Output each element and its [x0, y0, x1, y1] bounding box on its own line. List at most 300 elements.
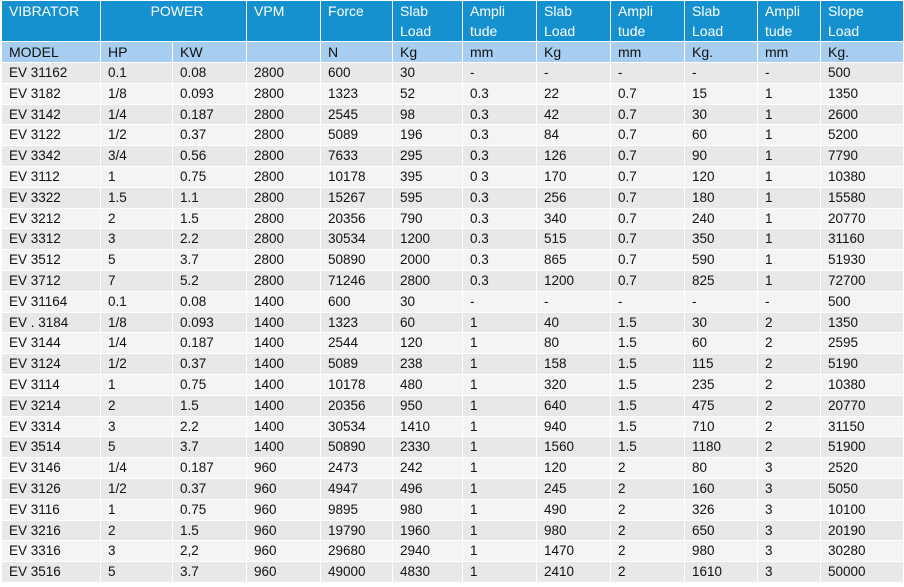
table-cell: 1: [758, 166, 821, 187]
table-cell: 0.7: [611, 104, 685, 125]
header-slab-load-3: Slab Load: [685, 1, 758, 42]
model-cell: EV 3124: [2, 354, 101, 375]
table-cell: 60: [393, 312, 463, 333]
table-cell: 0.7: [611, 83, 685, 104]
table-cell: 295: [393, 146, 463, 167]
table-cell: 960: [247, 562, 321, 583]
table-cell: 1400: [247, 374, 321, 395]
table-cell: 1.5: [611, 437, 685, 458]
table-cell: 2: [758, 416, 821, 437]
table-cell: 50890: [321, 437, 393, 458]
table-cell: 2: [758, 374, 821, 395]
table-cell: 29680: [321, 541, 393, 562]
table-cell: 51900: [821, 437, 904, 458]
table-cell: 160: [685, 478, 758, 499]
table-cell: 1: [463, 478, 537, 499]
table-cell: 2520: [821, 458, 904, 479]
table-row: [2, 354, 904, 375]
table-cell: 60: [685, 125, 758, 146]
table-cell: 650: [685, 520, 758, 541]
table-cell: 475: [685, 395, 758, 416]
table-cell: 0.7: [611, 125, 685, 146]
header-amplitude-2: Ampli tude: [611, 1, 685, 42]
table-cell: 50890: [321, 250, 393, 271]
table-cell: 1: [758, 146, 821, 167]
table-cell: 395: [393, 166, 463, 187]
table-cell: 126: [537, 146, 611, 167]
table-cell: 1.5: [611, 395, 685, 416]
table-cell: 5190: [821, 354, 904, 375]
table-cell: 42: [537, 104, 611, 125]
model-cell: EV 31164: [2, 291, 101, 312]
table-cell: 2940: [393, 541, 463, 562]
table-cell: 20356: [321, 208, 393, 229]
table-cell: 196: [393, 125, 463, 146]
table-cell: 1.5: [611, 333, 685, 354]
table-cell: 0.75: [173, 499, 247, 520]
table-cell: 2: [101, 395, 173, 416]
table-row: [2, 333, 904, 354]
model-cell: EV 3142: [2, 104, 101, 125]
model-cell: EV 3122: [2, 125, 101, 146]
table-cell: 2595: [821, 333, 904, 354]
table-cell: 242: [393, 458, 463, 479]
unit-cell: Kg.: [685, 42, 758, 63]
unit-cell: mm: [463, 42, 537, 63]
table-cell: 0.3: [463, 270, 537, 291]
table-row: [2, 520, 904, 541]
table-cell: 0.3: [463, 83, 537, 104]
table-cell: 1470: [537, 541, 611, 562]
table-cell: 15267: [321, 187, 393, 208]
table-cell: 240: [685, 208, 758, 229]
table-cell: 1180: [685, 437, 758, 458]
table-cell: 10100: [821, 499, 904, 520]
table-cell: 0.093: [173, 312, 247, 333]
table-cell: 960: [247, 458, 321, 479]
table-cell: 30: [393, 291, 463, 312]
table-cell: 30534: [321, 229, 393, 250]
table-row: [2, 63, 904, 84]
table-cell: 0.3: [463, 104, 537, 125]
table-cell: 1/2: [101, 478, 173, 499]
table-cell: 980: [685, 541, 758, 562]
table-cell: 19790: [321, 520, 393, 541]
table-cell: 2: [758, 395, 821, 416]
table-cell: 2: [611, 478, 685, 499]
table-cell: 2544: [321, 333, 393, 354]
table-cell: 1: [758, 83, 821, 104]
table-row: [2, 270, 904, 291]
table-cell: 2800: [247, 125, 321, 146]
table-row: [2, 187, 904, 208]
table-cell: 1: [758, 229, 821, 250]
model-cell: EV 3712: [2, 270, 101, 291]
table-cell: 1: [758, 187, 821, 208]
table-cell: 5200: [821, 125, 904, 146]
table-cell: 350: [685, 229, 758, 250]
table-cell: 2800: [393, 270, 463, 291]
table-cell: 5.2: [173, 270, 247, 291]
table-cell: 640: [537, 395, 611, 416]
table-cell: 0.7: [611, 166, 685, 187]
table-cell: 5: [101, 250, 173, 271]
table-cell: 30: [685, 104, 758, 125]
table-cell: 5050: [821, 478, 904, 499]
table-row: [2, 166, 904, 187]
table-cell: 15: [685, 83, 758, 104]
table-cell: 20356: [321, 395, 393, 416]
table-cell: 1.5: [173, 395, 247, 416]
table-cell: 4830: [393, 562, 463, 583]
unit-cell: N: [321, 42, 393, 63]
table-cell: 1/8: [101, 83, 173, 104]
header-slope-load: Slope Load: [821, 1, 904, 42]
table-cell: 960: [247, 499, 321, 520]
table-cell: 1350: [821, 83, 904, 104]
table-cell: 0.75: [173, 374, 247, 395]
table-cell: 710: [685, 416, 758, 437]
table-cell: 1: [463, 499, 537, 520]
table-row: [2, 229, 904, 250]
header-slab-load-1: Slab Load: [393, 1, 463, 42]
table-cell: 80: [537, 333, 611, 354]
table-cell: -: [537, 291, 611, 312]
table-cell: 1: [463, 458, 537, 479]
table-cell: 120: [537, 458, 611, 479]
table-cell: 30534: [321, 416, 393, 437]
table-cell: 52: [393, 83, 463, 104]
table-cell: 1.5: [611, 312, 685, 333]
table-cell: 595: [393, 187, 463, 208]
table-row: [2, 312, 904, 333]
model-cell: EV 3512: [2, 250, 101, 271]
table-cell: 2: [758, 333, 821, 354]
table-cell: 1: [758, 125, 821, 146]
table-cell: 31160: [821, 229, 904, 250]
table-row: [2, 458, 904, 479]
table-cell: 1400: [247, 416, 321, 437]
table-cell: 2600: [821, 104, 904, 125]
table-cell: 60: [685, 333, 758, 354]
table-row: [2, 125, 904, 146]
table-cell: 1: [758, 208, 821, 229]
table-cell: 40: [537, 312, 611, 333]
table-cell: 600: [321, 63, 393, 84]
table-cell: 2.2: [173, 229, 247, 250]
table-cell: 1: [758, 250, 821, 271]
table-cell: 0.3: [463, 208, 537, 229]
model-cell: EV 3312: [2, 229, 101, 250]
table-cell: 496: [393, 478, 463, 499]
table-cell: 1: [101, 166, 173, 187]
table-cell: -: [758, 63, 821, 84]
table-cell: 1/2: [101, 354, 173, 375]
table-cell: 1200: [393, 229, 463, 250]
table-cell: 1: [463, 312, 537, 333]
table-cell: 1: [101, 374, 173, 395]
table-cell: 3: [758, 541, 821, 562]
model-cell: EV 3112: [2, 166, 101, 187]
table-row: [2, 83, 904, 104]
table-cell: -: [758, 291, 821, 312]
table-cell: 0.75: [173, 166, 247, 187]
table-cell: 2473: [321, 458, 393, 479]
table-cell: 3/4: [101, 146, 173, 167]
table-cell: 0.3: [463, 250, 537, 271]
table-row: [2, 437, 904, 458]
table-cell: 1: [463, 562, 537, 583]
table-cell: 1.1: [173, 187, 247, 208]
table-cell: 170: [537, 166, 611, 187]
table-cell: 0.7: [611, 229, 685, 250]
table-cell: 3: [101, 541, 173, 562]
unit-cell: MODEL: [2, 42, 101, 63]
table-cell: 2800: [247, 187, 321, 208]
table-cell: 1: [463, 395, 537, 416]
table-cell: 1.5: [101, 187, 173, 208]
table-cell: 31150: [821, 416, 904, 437]
table-row: [2, 291, 904, 312]
table-cell: 600: [321, 291, 393, 312]
header-vpm: VPM: [247, 1, 321, 42]
table-cell: 22: [537, 83, 611, 104]
header-amplitude-3: Ampli tude: [758, 1, 821, 42]
table-cell: 2000: [393, 250, 463, 271]
table-cell: 0.093: [173, 83, 247, 104]
table-cell: 1410: [393, 416, 463, 437]
model-cell: EV 3516: [2, 562, 101, 583]
table-cell: 500: [821, 63, 904, 84]
table-cell: 0.3: [463, 187, 537, 208]
model-cell: EV 3514: [2, 437, 101, 458]
table-cell: 2.2: [173, 416, 247, 437]
table-cell: 950: [393, 395, 463, 416]
table-cell: 49000: [321, 562, 393, 583]
table-row: [2, 146, 904, 167]
table-cell: 490: [537, 499, 611, 520]
table-cell: 1400: [247, 291, 321, 312]
model-cell: EV 3144: [2, 333, 101, 354]
table-cell: 2800: [247, 83, 321, 104]
unit-cell: Kg: [393, 42, 463, 63]
table-cell: 1: [463, 333, 537, 354]
table-cell: 1: [758, 104, 821, 125]
table-cell: 790: [393, 208, 463, 229]
table-cell: 320: [537, 374, 611, 395]
table-cell: 20770: [821, 208, 904, 229]
header-vibrator: VIBRATOR: [2, 1, 101, 42]
table-cell: 3: [758, 458, 821, 479]
table-row: [2, 562, 904, 583]
table-cell: 72700: [821, 270, 904, 291]
table-cell: 84: [537, 125, 611, 146]
table-cell: 1323: [321, 83, 393, 104]
table-cell: 2: [101, 208, 173, 229]
table-cell: -: [611, 63, 685, 84]
table-cell: 90: [685, 146, 758, 167]
table-cell: 2: [611, 499, 685, 520]
table-cell: 2545: [321, 104, 393, 125]
table-cell: 940: [537, 416, 611, 437]
model-cell: EV 3216: [2, 520, 101, 541]
table-row: [2, 395, 904, 416]
table-cell: 115: [685, 354, 758, 375]
table-cell: 2: [758, 437, 821, 458]
table-cell: 0.56: [173, 146, 247, 167]
table-cell: -: [463, 291, 537, 312]
table-cell: 960: [247, 478, 321, 499]
model-cell: EV 3126: [2, 478, 101, 499]
table-cell: 7: [101, 270, 173, 291]
table-cell: 1: [101, 499, 173, 520]
table-cell: 1350: [821, 312, 904, 333]
table-cell: 80: [685, 458, 758, 479]
table-cell: 15580: [821, 187, 904, 208]
unit-cell: mm: [758, 42, 821, 63]
table-cell: 7790: [821, 146, 904, 167]
table-cell: 0.1: [101, 291, 173, 312]
table-cell: 1: [463, 520, 537, 541]
table-cell: 5: [101, 437, 173, 458]
table-cell: 10380: [821, 374, 904, 395]
model-cell: EV 3182: [2, 83, 101, 104]
table-cell: -: [463, 63, 537, 84]
model-cell: EV 3342: [2, 146, 101, 167]
table-cell: 120: [393, 333, 463, 354]
table-cell: 1.5: [173, 520, 247, 541]
table-cell: 1400: [247, 395, 321, 416]
table-cell: 515: [537, 229, 611, 250]
table-cell: 2: [611, 520, 685, 541]
table-cell: 5089: [321, 125, 393, 146]
table-cell: 3: [101, 416, 173, 437]
table-cell: 1323: [321, 312, 393, 333]
table-cell: 235: [685, 374, 758, 395]
table-cell: 3: [758, 562, 821, 583]
table-cell: 2800: [247, 104, 321, 125]
table-cell: 1400: [247, 333, 321, 354]
model-cell: EV 3214: [2, 395, 101, 416]
table-cell: 500: [821, 291, 904, 312]
table-cell: 2: [101, 520, 173, 541]
unit-cell: HP: [101, 42, 173, 63]
table-cell: 50000: [821, 562, 904, 583]
table-cell: 2: [758, 312, 821, 333]
model-cell: EV 3322: [2, 187, 101, 208]
table-cell: 20190: [821, 520, 904, 541]
table-cell: 2800: [247, 166, 321, 187]
table-cell: 0.187: [173, 104, 247, 125]
model-cell: EV . 3184: [2, 312, 101, 333]
table-cell: 20770: [821, 395, 904, 416]
table-body: [2, 63, 904, 583]
table-cell: 0.08: [173, 291, 247, 312]
table-cell: 1610: [685, 562, 758, 583]
table-cell: 30: [393, 63, 463, 84]
table-cell: 9895: [321, 499, 393, 520]
table-cell: 7633: [321, 146, 393, 167]
unit-cell: Kg.: [821, 42, 904, 63]
table-cell: 2800: [247, 146, 321, 167]
table-cell: 256: [537, 187, 611, 208]
table-cell: 180: [685, 187, 758, 208]
table-cell: 1: [463, 541, 537, 562]
table-cell: 1.5: [611, 416, 685, 437]
table-row: [2, 416, 904, 437]
table-cell: 0.7: [611, 250, 685, 271]
table-row: [2, 208, 904, 229]
table-cell: 2800: [247, 229, 321, 250]
model-cell: EV 3212: [2, 208, 101, 229]
table-cell: 0.3: [463, 146, 537, 167]
table-cell: 825: [685, 270, 758, 291]
table-cell: 1.5: [173, 208, 247, 229]
unit-cell: [247, 42, 321, 63]
table-cell: 1400: [247, 437, 321, 458]
table-cell: 0.37: [173, 354, 247, 375]
table-cell: 326: [685, 499, 758, 520]
table-cell: 2: [758, 354, 821, 375]
table-cell: 1: [463, 416, 537, 437]
table-cell: 0.187: [173, 333, 247, 354]
table-cell: -: [685, 291, 758, 312]
table-cell: 0.1: [101, 63, 173, 84]
table-cell: 480: [393, 374, 463, 395]
table-cell: 590: [685, 250, 758, 271]
table-cell: 2800: [247, 63, 321, 84]
table-cell: 3: [758, 499, 821, 520]
table-cell: 2: [611, 562, 685, 583]
table-cell: 1400: [247, 312, 321, 333]
table-row: [2, 250, 904, 271]
table-cell: 0.3: [463, 125, 537, 146]
table-cell: 980: [393, 499, 463, 520]
table-cell: 10380: [821, 166, 904, 187]
header-amplitude-1: Ampli tude: [463, 1, 537, 42]
table-row: [2, 478, 904, 499]
table-cell: 4947: [321, 478, 393, 499]
table-cell: 1/2: [101, 125, 173, 146]
table-cell: -: [685, 63, 758, 84]
model-cell: EV 3146: [2, 458, 101, 479]
table-cell: 245: [537, 478, 611, 499]
table-cell: 1: [758, 270, 821, 291]
table-cell: 5: [101, 562, 173, 583]
table-cell: 2800: [247, 208, 321, 229]
table-cell: 0.7: [611, 187, 685, 208]
table-cell: 0.37: [173, 125, 247, 146]
vibrator-spec-table: [1, 0, 904, 583]
table-cell: 2800: [247, 270, 321, 291]
table-cell: 3: [101, 229, 173, 250]
units-row: [2, 42, 904, 63]
model-cell: EV 31162: [2, 63, 101, 84]
table-cell: 10178: [321, 166, 393, 187]
table-cell: 1560: [537, 437, 611, 458]
table-cell: 30: [685, 312, 758, 333]
table-cell: -: [537, 63, 611, 84]
model-cell: EV 3114: [2, 374, 101, 395]
table-cell: 0.7: [611, 146, 685, 167]
table-cell: 3: [758, 520, 821, 541]
table-cell: -: [611, 291, 685, 312]
table-cell: 1: [463, 374, 537, 395]
table-row: [2, 374, 904, 395]
table-cell: 1/4: [101, 104, 173, 125]
table-cell: 2: [611, 458, 685, 479]
table-cell: 960: [247, 520, 321, 541]
